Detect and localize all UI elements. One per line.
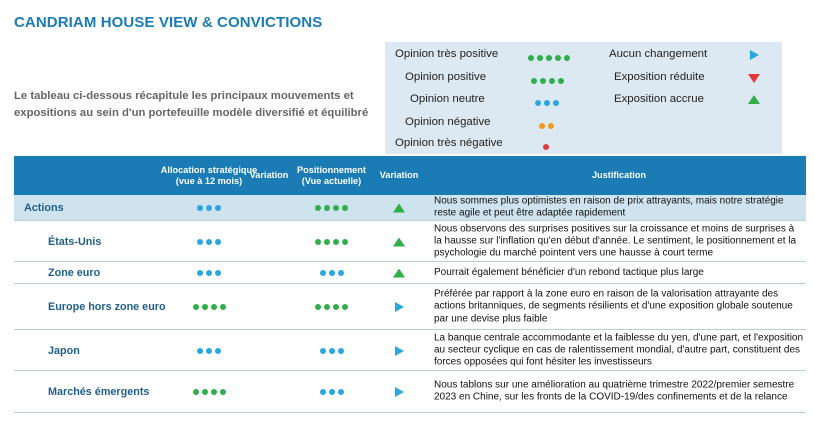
positionnement-dots: [289, 348, 374, 354]
table-row: [14, 262, 806, 284]
header-variation-1: Variation: [249, 170, 289, 181]
table-row: [14, 371, 806, 413]
opinion-dot: [206, 348, 212, 354]
legend-dots-4: [531, 75, 564, 87]
opinion-dot: [197, 270, 203, 276]
opinion-dot: [324, 239, 330, 245]
allocation-dots: [159, 239, 259, 245]
opinion-dot: [320, 389, 326, 395]
legend-opinion-neutral: Opinion neutre: [410, 93, 485, 105]
row-justification: Nous observons des surprises positives sur la croissance et moins de surprises à la hausse sur l'inflation qu'en début d'année. Le sentiment, le positionnement et la psychologie du marché pointent vers une hausse à court terme: [434, 222, 797, 259]
row-name: Japon: [48, 344, 80, 357]
opinion-dot: [315, 239, 321, 245]
opinion-dot: [540, 78, 546, 84]
row-justification: La banque centrale accommodante et la faiblesse du yen, d'une part, et l'exposition au secteur cyclique en cas de ralentissement mondial, d'autre part, constituent des forces opposées qui font hésiter les investisseurs: [434, 331, 804, 368]
opinion-dot: [564, 55, 570, 61]
header-allocation: Allocation stratégique (vue à 12 mois): [160, 165, 258, 186]
header-variation-2: Variation: [379, 170, 419, 181]
opinion-dot: [338, 389, 344, 395]
row-justification: Nous sommes plus optimistes en raison de prix attrayants, mais notre stratégie reste agile et peut être adaptée rapidement: [434, 195, 784, 219]
opinion-dot: [338, 348, 344, 354]
opinion-dot: [549, 78, 555, 84]
legend-opinion-very-negative: Opinion très négative: [395, 137, 503, 149]
opinion-dot: [539, 123, 545, 129]
legend-dots-1: [543, 141, 549, 153]
positionnement-dots: [289, 239, 374, 245]
row-justification: Pourrait également bénéficier d'un rebond tactique plus large: [434, 266, 704, 278]
opinion-dot: [215, 205, 221, 211]
row-name: Marchés émergents: [48, 386, 150, 398]
opinion-dot: [220, 304, 226, 310]
intro-text: Le tableau ci-dessous récapitule les principaux mouvements et expositions au sein d'un portefeuille modèle diversifié et équilibré: [14, 90, 369, 119]
opinion-dot: [535, 100, 541, 106]
opinion-dot: [206, 205, 212, 211]
opinion-dot: [220, 389, 226, 395]
legend-dots-5: [528, 52, 570, 64]
row-name: États-Unis: [48, 235, 102, 248]
positionnement-dots: [289, 205, 374, 211]
table-header: [14, 156, 806, 195]
opinion-dot: [315, 304, 321, 310]
opinion-dot: [202, 389, 208, 395]
row-name: Europe hors zone euro: [48, 301, 166, 313]
row-name: Zone euro: [48, 267, 101, 279]
table-row: [14, 330, 806, 371]
legend-increased: Exposition accrue: [614, 93, 704, 105]
opinion-dot: [338, 270, 344, 276]
opinion-dot: [342, 239, 348, 245]
opinion-dot: [333, 239, 339, 245]
opinion-dot: [193, 304, 199, 310]
opinion-dot: [342, 205, 348, 211]
header-justification: Justification: [591, 170, 647, 181]
legend-dots-2: [539, 120, 554, 132]
opinion-dot: [215, 270, 221, 276]
opinion-dot: [215, 348, 221, 354]
table-row: [14, 221, 806, 262]
opinion-dot: [333, 304, 339, 310]
row-justification: Préférée par rapport à la zone euro en raison de la valorisation attrayante des actions britanniques, de segments résilients et d'une exposition globale soutenue par une devise plus faible: [434, 288, 793, 325]
page-title: CANDRIAM HOUSE VIEW & CONVICTIONS: [14, 14, 323, 31]
opinion-dot: [315, 205, 321, 211]
legend-reduced: Exposition réduite: [614, 71, 705, 83]
opinion-dot: [211, 389, 217, 395]
opinion-dot: [329, 270, 335, 276]
row-name: Actions: [24, 202, 64, 214]
triangle-right-icon: [750, 50, 759, 63]
opinion-dot: [206, 270, 212, 276]
opinion-dot: [193, 389, 199, 395]
opinion-dot: [324, 304, 330, 310]
opinion-dot: [329, 389, 335, 395]
opinion-dot: [537, 55, 543, 61]
table-row: [14, 284, 806, 330]
legend-opinion-negative: Opinion négative: [405, 116, 491, 128]
positionnement-dots: [289, 389, 374, 395]
opinion-dot: [202, 304, 208, 310]
opinion-dot: [546, 55, 552, 61]
allocation-dots: [159, 270, 259, 276]
legend-opinion-very-positive: Opinion très positive: [395, 48, 499, 60]
allocation-dots: [159, 389, 259, 395]
legend-no-change: Aucun changement: [609, 48, 708, 60]
opinion-dot: [206, 239, 212, 245]
triangle-up-icon: [369, 204, 429, 213]
triangle-right-icon: [369, 387, 429, 397]
opinion-dot: [324, 205, 330, 211]
opinion-dot: [320, 270, 326, 276]
triangle-right-icon: [369, 346, 429, 356]
row-justification: Nous tablons sur une amélioration au quatrième trimestre 2022/premier semestre 2023 en Chine, sur les fronts de la COVID-19/des confinements et de la relance: [434, 379, 795, 403]
opinion-dot: [342, 304, 348, 310]
opinion-dot: [558, 78, 564, 84]
allocation-dots: [159, 205, 259, 211]
opinion-dot: [329, 348, 335, 354]
table-row: [14, 195, 806, 221]
allocation-dots: [159, 304, 259, 310]
opinion-dot: [555, 55, 561, 61]
opinion-dot: [211, 304, 217, 310]
triangle-down-icon: [748, 74, 760, 86]
opinion-dot: [320, 348, 326, 354]
triangle-up-icon: [369, 269, 429, 278]
legend-dots-3: [535, 97, 559, 109]
opinion-dot: [548, 123, 554, 129]
header-positionnement: Positionnement (Vue actuelle): [297, 165, 366, 186]
opinion-dot: [197, 239, 203, 245]
opinion-dot: [553, 100, 559, 106]
opinion-dot: [215, 239, 221, 245]
triangle-up-icon: [748, 95, 760, 107]
opinion-dot: [333, 205, 339, 211]
row-divider: [14, 412, 806, 413]
triangle-up-icon: [369, 237, 429, 246]
opinion-dot: [197, 348, 203, 354]
positionnement-dots: [289, 304, 374, 310]
allocation-dots: [159, 348, 259, 354]
positionnement-dots: [289, 270, 374, 276]
legend-opinion-positive: Opinion positive: [405, 71, 487, 83]
opinion-dot: [543, 144, 549, 150]
opinion-dot: [197, 205, 203, 211]
legend-box: [385, 42, 782, 154]
opinion-dot: [544, 100, 550, 106]
opinion-dot: [531, 78, 537, 84]
triangle-right-icon: [369, 302, 429, 312]
opinion-dot: [528, 55, 534, 61]
